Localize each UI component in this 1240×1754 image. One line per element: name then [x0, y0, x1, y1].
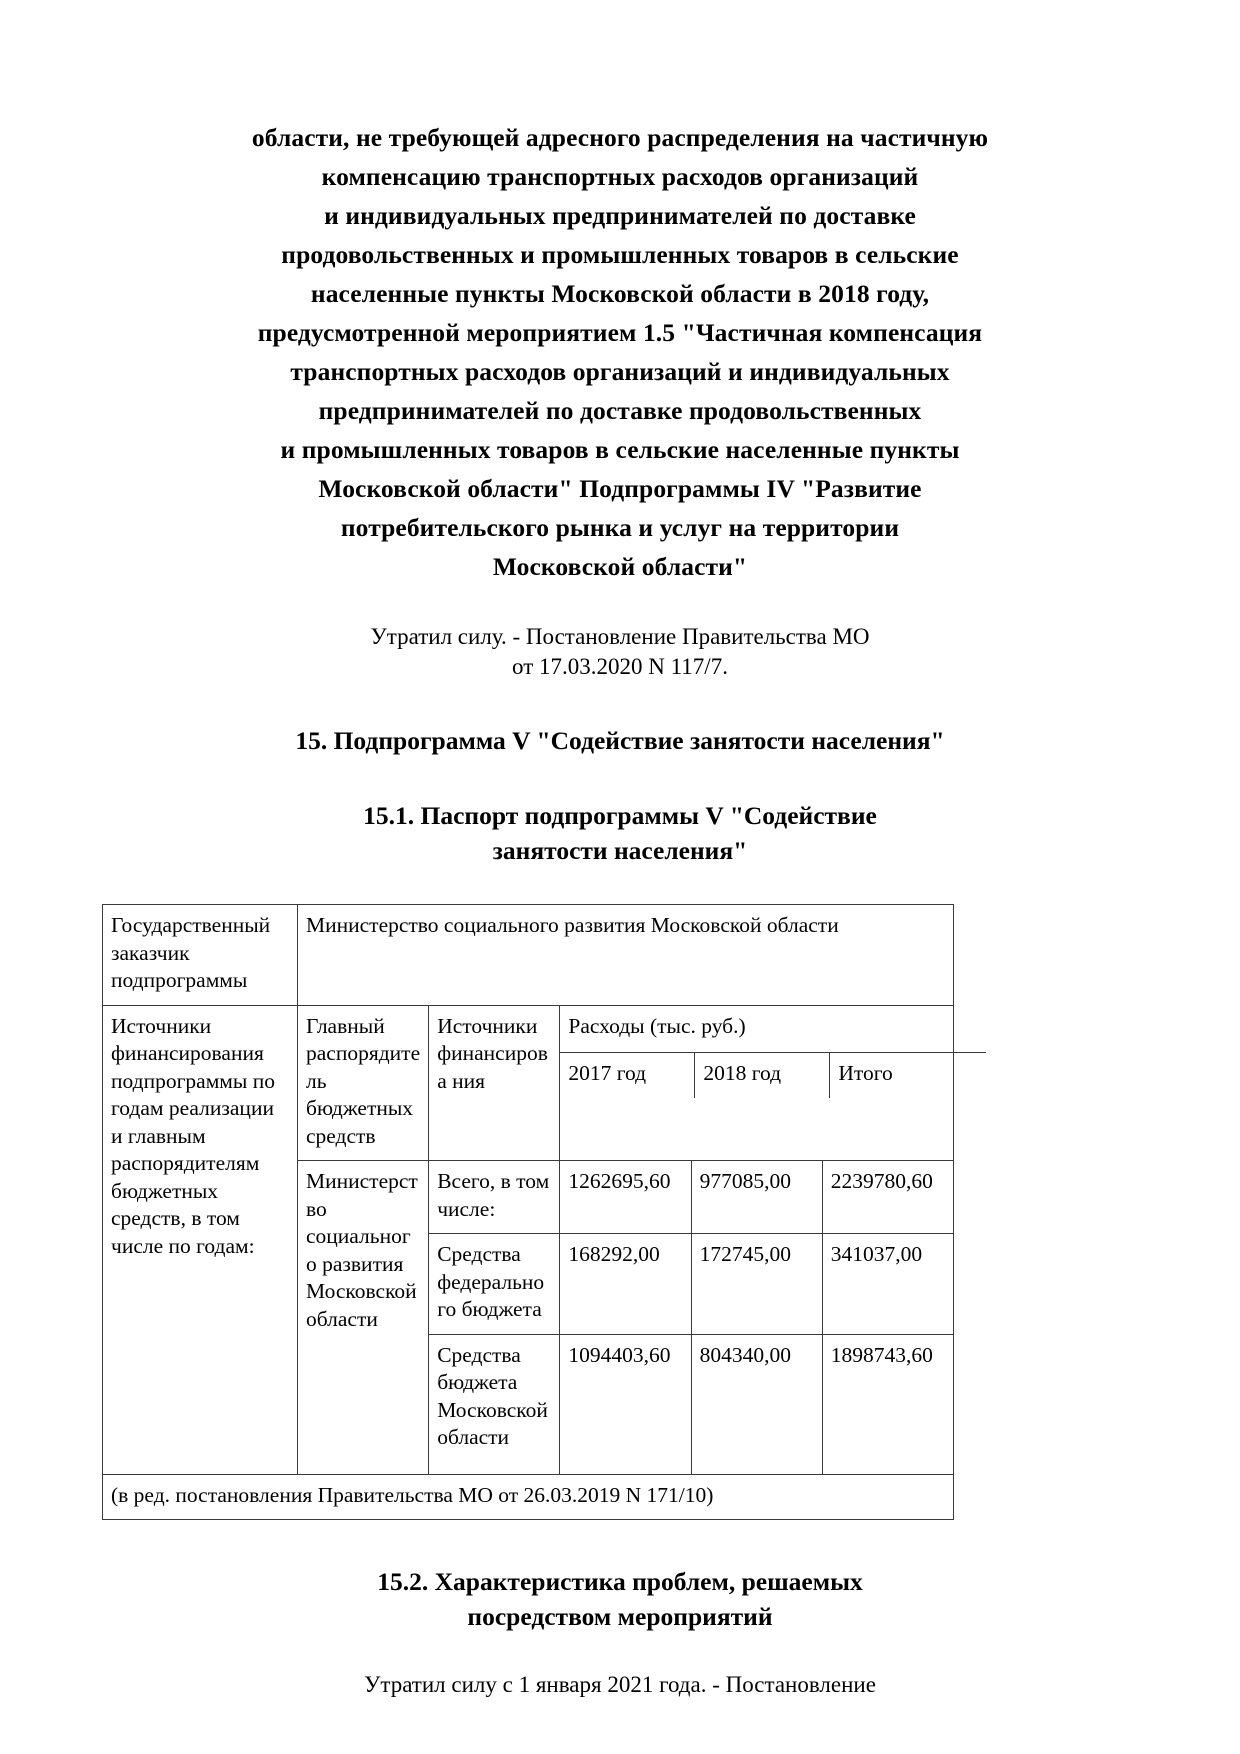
title-line: населенные пункты Московской области в 2018 году,	[310, 279, 930, 308]
cell-value-2018: 804340,00	[691, 1334, 822, 1474]
cell-source: Средства бюджета Московской области	[429, 1334, 560, 1474]
title-line: и индивидуальных предпринимателей по доставке	[324, 201, 916, 230]
subsection-heading-15-1	[100, 798, 1140, 868]
title-line: предусмотренной мероприятием 1.5 "Частичная компенсация	[257, 318, 983, 347]
title-line: компенсацию транспортных расходов организаций	[321, 162, 919, 191]
cell-distributor: Министерство социального развития Московской области	[298, 1161, 429, 1475]
table-row-footnote	[103, 1474, 954, 1520]
cell-footnote: (в ред. постановления Правительства МО от 26.03.2019 N 171/10)	[103, 1474, 954, 1520]
subsection-heading-15-2	[100, 1564, 1140, 1634]
title-line: транспортных расходов организаций и индивидуальных	[290, 357, 950, 386]
title-line: потребительского рынка и услуг на территории	[340, 513, 900, 542]
cell-col-2017: 2017 год	[560, 1053, 695, 1098]
subsection-heading-line: занятости населения"	[492, 836, 748, 865]
cell-col-2018: 2018 год	[695, 1053, 830, 1098]
table-row	[103, 905, 954, 1006]
cell-header-funding-sources: Источники финансирова ния	[429, 1005, 560, 1161]
title-line: предпринимателей по доставке продовольственных	[318, 396, 922, 425]
table-row	[103, 1005, 954, 1161]
cell-header-main-distributor: Главный распорядитель бюджетных средств	[298, 1005, 429, 1161]
cell-customer-value: Министерство социального развития Московской области	[298, 905, 954, 1006]
title-line: области, не требующей адресного распределения на частичную	[251, 123, 989, 152]
cell-value-total: 341037,00	[822, 1234, 953, 1335]
passport-table-wrapper	[100, 904, 1140, 1520]
cell-value-total: 2239780,60	[822, 1161, 953, 1234]
cell-col-total: Итого	[830, 1053, 987, 1098]
title-line: и промышленных товаров в сельские населенные пункты	[280, 435, 960, 464]
document-title	[180, 118, 1060, 586]
page-content	[100, 118, 1140, 1700]
cell-source: Средства федерального бюджета	[429, 1234, 560, 1335]
title-line: Московской области"	[492, 552, 748, 581]
repeal-note	[180, 622, 1060, 682]
title-line: Московской области" Подпрограммы IV "Развитие	[318, 474, 922, 503]
repeal-note-line: Утратил силу. - Постановление Правительства МО	[370, 624, 870, 649]
cell-value-2018: 172745,00	[691, 1234, 822, 1335]
cell-value-2017: 1262695,60	[560, 1161, 691, 1234]
cell-value-2018: 977085,00	[691, 1161, 822, 1234]
subsection-heading-line: посредством мероприятий	[467, 1602, 773, 1631]
cell-customer-label: Государственный заказчик подпрограммы	[103, 905, 298, 1006]
cell-value-2017: 168292,00	[560, 1234, 691, 1335]
subsection-heading-line: 15.2. Характеристика проблем, решаемых	[377, 1567, 863, 1596]
cell-funding-label: Источники финансирования подпрограммы по годам реализации и главным распорядителям бюджетных средств, в том числе по годам:	[103, 1005, 298, 1474]
cell-header-expenses	[560, 1005, 954, 1161]
passport-table	[102, 904, 954, 1520]
section-heading-15: 15. Подпрограмма V "Содействие занятости населения"	[295, 726, 945, 755]
expenses-header-text: Расходы (тыс. руб.)	[568, 1013, 746, 1038]
cell-source: Всего, в том числе:	[429, 1161, 560, 1234]
cell-value-2017: 1094403,60	[560, 1334, 691, 1474]
repeal-note-line: от 17.03.2020 N 117/7.	[512, 654, 728, 679]
subsection-heading-line: 15.1. Паспорт подпрограммы V "Содействие	[363, 801, 877, 830]
title-line: продовольственных и промышленных товаров в сельские	[281, 240, 959, 269]
cell-value-total: 1898743,60	[822, 1334, 953, 1474]
bottom-repeal-note: Утратил силу с 1 января 2021 года. - Постановление	[364, 1672, 876, 1697]
